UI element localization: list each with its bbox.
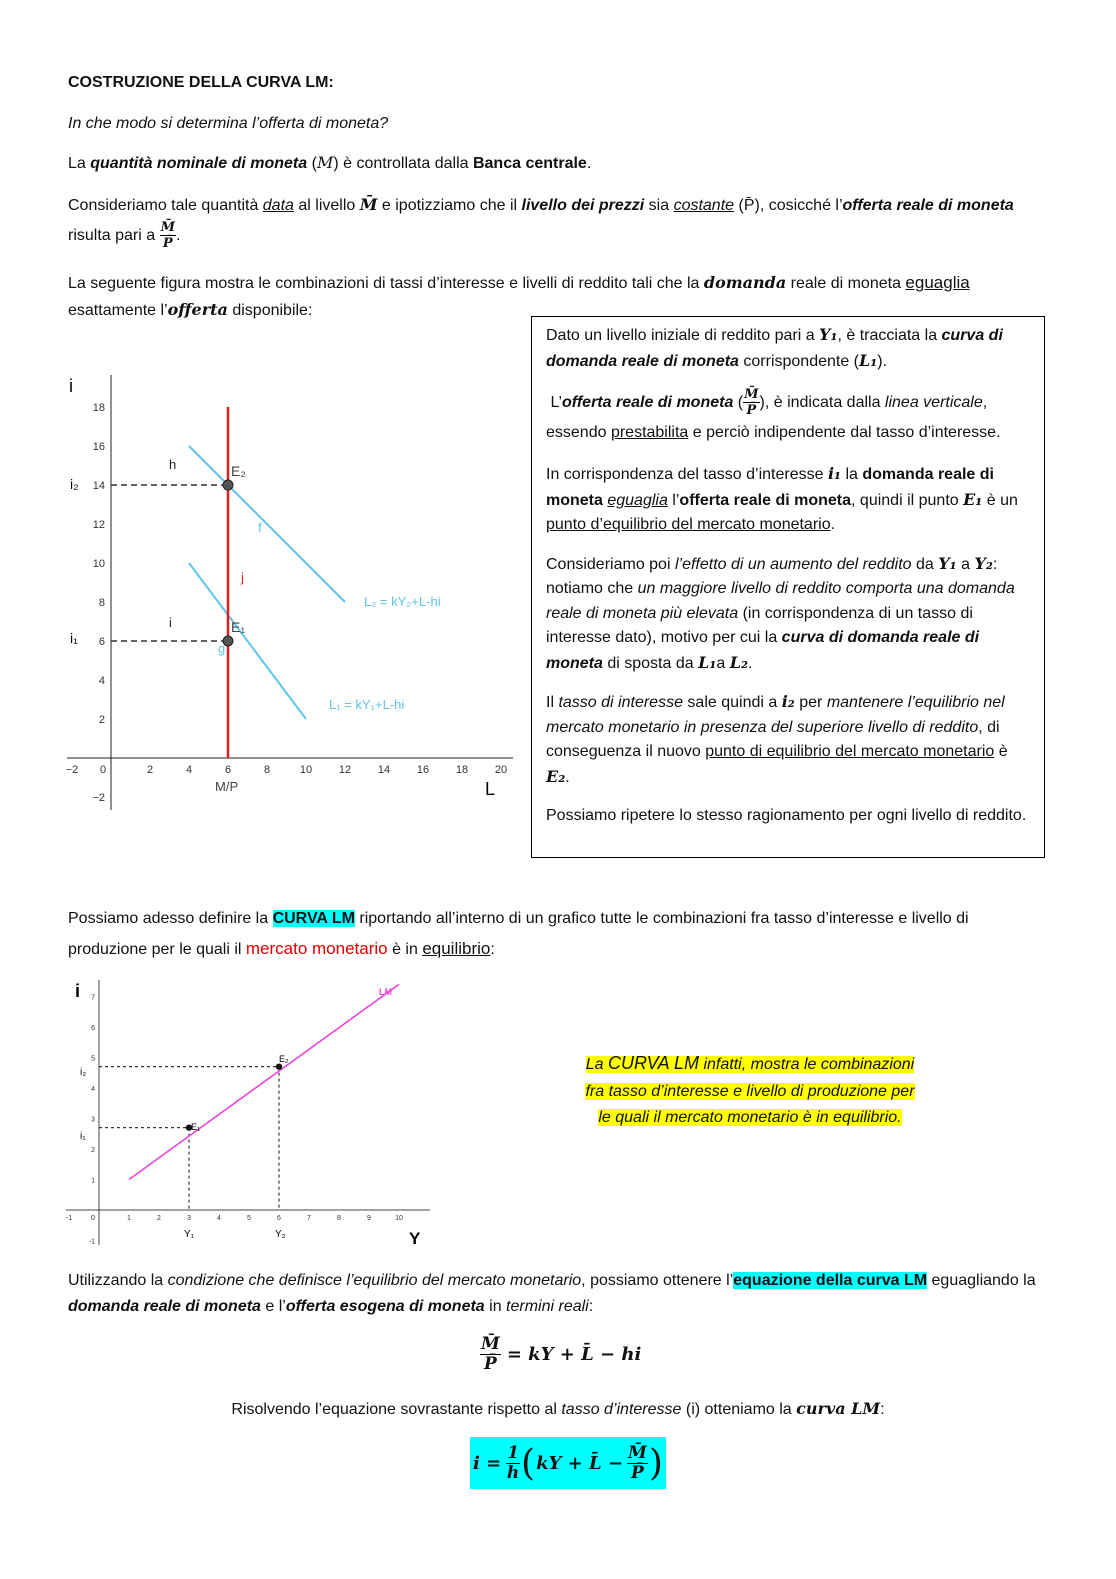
e1-label: E₁ (191, 1122, 201, 1132)
y-tick-label: 6 (98, 636, 105, 648)
e1-label: E₁ (231, 619, 246, 635)
x-tick-label: 10 (395, 1215, 403, 1222)
mp-label: M/P (215, 779, 239, 794)
x-tick-label: 7 (307, 1215, 311, 1222)
y-tick-label: 8 (98, 597, 105, 609)
y-tick-label: 7 (91, 994, 95, 1002)
money-market-chart (55, 370, 525, 820)
paragraph-lm-definition: Possiamo adesso definire la CURVA LM riportando all’interno di un grafico tutte le combinazioni fra tasso d’interesse e livello di produzione per le quali il mercato monetario è in equilibrio: (68, 910, 969, 958)
paragraph-lm-equation-intro: Utilizzando la condizione che definisce l’equilibrio del mercato monetario, possiamo ottenere l’equazione della curva LM eguagliando la domanda reale di moneta e l’offerta esogena di moneta in termini reali: (68, 1272, 1036, 1315)
y-tick-labels (89, 995, 95, 1246)
demand-curve-l2 (189, 446, 345, 602)
x-tick-label: 0 (91, 1215, 95, 1222)
box-paragraph-4: Consideriamo poi l’effetto di un aumento del reddito da Y₁ a Y₂: notiamo che un maggiore livello di reddito comporta una domanda reale di moneta più elevata (in corrispondenza di un tasso di interesse dato), motivo per cui la curva di domanda reale di moneta di sposta da L₁a L₂. (546, 553, 1015, 672)
y-axis-label: i (69, 376, 73, 396)
equation-equilibrium: $\frac{M̄}{P̄}$ = kY + L̄ − hi (481, 1334, 642, 1374)
box-paragraph-1: Dato un livello iniziale di reddito pari a Y₁, è tracciata la curva di domanda reale di moneta corrispondente (L₁). (546, 325, 1003, 370)
lm-curve-equation: i = $\frac{1}{h}$ ( kY + L̄ − $\frac{M̄}{P̄}$ ) (470, 1437, 666, 1489)
y-tick-label: 2 (98, 714, 105, 726)
y-axis-label: i (75, 981, 81, 1001)
lm-curve (129, 984, 399, 1179)
x-tick-label: 10 (299, 764, 313, 776)
x-tick-label: 6 (224, 764, 232, 776)
x-tick-label: 18 (455, 764, 469, 776)
y2-label: Y₂ (275, 1229, 286, 1240)
box-paragraph-6: Possiamo ripetere lo stesso ragionamento per ogni livello di reddito. (546, 807, 1027, 824)
y-tick-label: 1 (91, 1177, 95, 1185)
y-tick-label: 16 (92, 441, 105, 453)
x-tick-label: 3 (187, 1215, 191, 1222)
f-label: f (258, 520, 262, 535)
x-tick-label: 9 (367, 1215, 371, 1222)
question: In che modo si determina l’offerta di moneta? (68, 115, 389, 132)
lm-label: LM (379, 987, 392, 997)
i1-label: i₁ (80, 1131, 86, 1142)
paragraph-real-supply: Consideriamo tale quantità data al livello M̄ e ipotizziamo che il livello dei prezzi sia costante (P̄), cosicché l’offerta reale di moneta risulta pari a $\frac{M̄}{P̄}$ . (68, 195, 1014, 252)
x-tick-label: −2 (65, 764, 79, 776)
y-tick-label: 18 (92, 402, 105, 414)
x-axis-label: L (485, 779, 496, 799)
y1-label: Y₁ (184, 1229, 195, 1240)
point-e2 (276, 1063, 282, 1069)
x-tick-label: 12 (338, 764, 352, 776)
paragraph-figure-intro: La seguente figura mostra le combinazioni di tassi d’interesse e livelli di reddito tali che la domanda reale di moneta eguaglia esattamente l’offerta disponibile: (68, 273, 970, 319)
box-paragraph-3: In corrispondenza del tasso d’interesse i₁ la domanda reale di moneta eguaglia l’offerta reale di moneta, quindi il punto E₁ è un punto d’equilibrio del mercato monetario. (546, 464, 1018, 533)
y-tick-label: 4 (98, 675, 105, 687)
y-tick-label: 14 (92, 480, 105, 492)
y-tick-labels (92, 402, 105, 804)
g-label: g (218, 641, 226, 656)
x-tick-label: 0 (99, 764, 107, 776)
point-e2 (223, 480, 233, 490)
y-tick-label: 12 (92, 519, 105, 531)
y-tick-label: −2 (92, 792, 105, 804)
y-tick-label: 10 (92, 558, 105, 570)
x-tick-label: 16 (416, 764, 430, 776)
y-tick-label: 4 (91, 1086, 95, 1093)
y-tick-label: 6 (91, 1025, 95, 1032)
explanation-box (531, 316, 1045, 858)
box-paragraph-2: L’offerta reale di moneta ( $\frac{M̄}{P̄}$ ), è indicata dalla linea verticale, essendo prestabilita e perciò indipendente dal tasso d’interesse. (546, 387, 1001, 441)
x-tick-label: 4 (217, 1215, 221, 1222)
x-tick-label: 8 (263, 764, 271, 776)
y-tick-label: -1 (88, 1238, 95, 1246)
x-tick-label: 6 (277, 1215, 281, 1222)
e2-label: E₂ (279, 1054, 289, 1064)
i1-label: i₁ (70, 630, 78, 646)
x-tick-labels (66, 764, 507, 776)
e2-label: E₂ (231, 463, 246, 479)
x-tick-label: 14 (377, 764, 391, 776)
paragraph-money-supply: La quantità nominale di moneta (M) è controllata dalla Banca centrale. (68, 153, 592, 172)
i2-label: i₂ (80, 1067, 87, 1078)
x-tick-label: 8 (337, 1215, 341, 1222)
x-tick-label: 2 (146, 764, 154, 776)
x-tick-label: 2 (157, 1215, 161, 1222)
y-tick-label: 2 (91, 1147, 95, 1154)
j-label: j (241, 570, 244, 585)
i2-label: i₂ (70, 476, 79, 492)
x-tick-label: 20 (494, 764, 508, 776)
i-segment-label: i (169, 615, 172, 630)
x-tick-labels (66, 1215, 403, 1222)
y-tick-label: 3 (91, 1116, 95, 1124)
lm-note: La CURVA LM infatti, mostra le combinazioni fra tasso d’interesse e livello di produzione per le quali il mercato monetario è in equilibrio. (585, 1053, 915, 1126)
l1-equation-label: L₁ = kY₁+L-hi (329, 697, 405, 712)
l2-equation-label: L₂ = kY₂+L-hi (364, 594, 441, 609)
x-tick-label: -1 (65, 1215, 73, 1222)
x-tick-label: 4 (185, 764, 193, 776)
x-axis-label: Y (409, 1229, 421, 1248)
box-paragraph-5: Il tasso di interesse sale quindi a i₂ per mantenere l’equilibrio nel mercato monetario in presenza del superiore livello di reddito, di conseguenza il nuovo punto di equilibrio del mercato monetario è E₂. (546, 692, 1008, 786)
h-label: h (169, 457, 177, 472)
x-tick-label: 1 (127, 1215, 131, 1222)
lm-curve-chart (60, 975, 440, 1250)
paragraph-solving: Risolvendo l’equazione sovrastante rispetto al tasso d’interesse (i) otteniamo la curva LM: (231, 1399, 885, 1418)
y-tick-label: 5 (91, 1055, 95, 1063)
page-title: COSTRUZIONE DELLA CURVA LM: (68, 74, 334, 91)
x-tick-label: 5 (247, 1215, 251, 1222)
